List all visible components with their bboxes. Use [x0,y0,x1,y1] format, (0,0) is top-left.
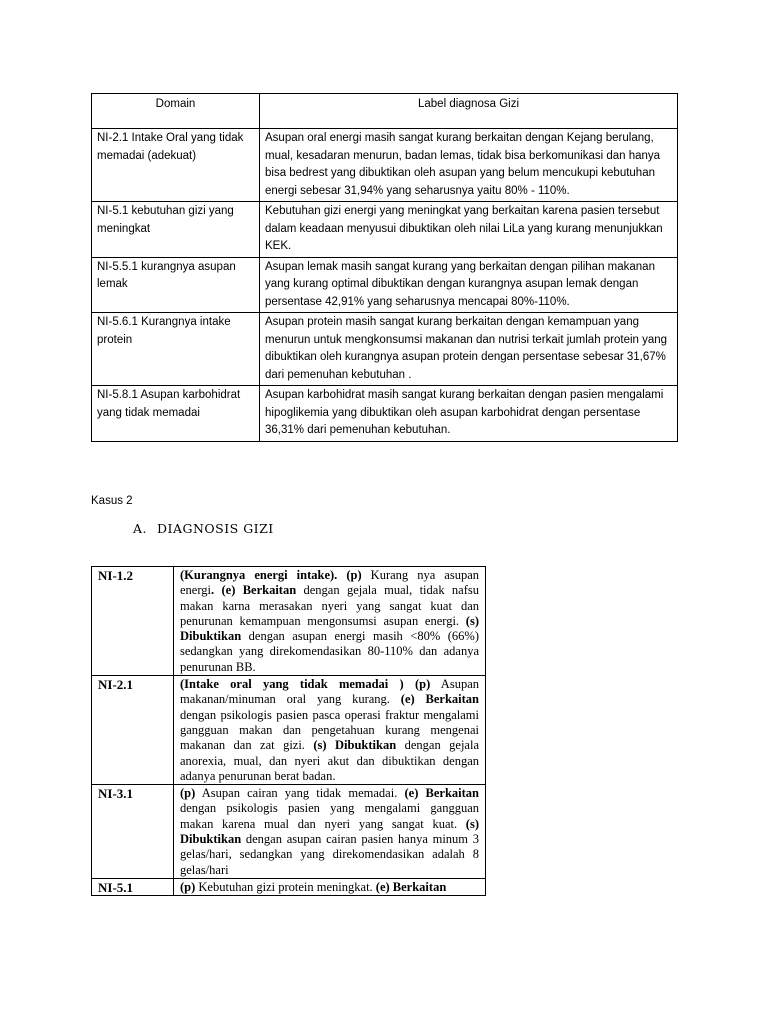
label-cell: Kebutuhan gizi energi yang meningkat yang berkaitan karena pasien tersebut dalam keadaan menyusui dibuktikan oleh nilai LiLa yang kurang menunjukkan KEK. [260,202,678,258]
table-row [92,202,678,258]
table-row [92,567,486,676]
problem-text: Asupan makanan/minuman oral yang kurang. [180,677,479,707]
diagnosis-code: NI-2.1 [92,676,174,785]
domain-cell: NI-2.1 Intake Oral yang tidak memadai (adekuat) [92,129,260,202]
table-row [92,313,678,386]
etiology-marker: (e) Berkaitan [389,692,479,707]
table-header-row [92,94,678,129]
diagnosis-description [174,676,486,785]
table-row [92,386,678,442]
table-row [92,129,678,202]
etiology-text: dengan psikologis pasien yang mengalami gangguan makan karena mual dan nyeri yang sangat kuat. [180,801,479,831]
domain-cell: NI-5.1 kebutuhan gizi yang meningkat [92,202,260,258]
problem-text: Kebutuhan gizi protein meningkat. [195,879,373,894]
table-row [92,676,486,785]
etiology-text: dengan psikologis pasien pasca operasi fraktur mengalami gangguan makan dan pengetahuan kurang mengenai makanan dan zat gizi. [180,707,479,753]
problem-marker: (p) [414,677,431,692]
domain-cell: NI-5.6.1 Kurangnya intake protein [92,313,260,386]
problem-marker: (p) [180,879,196,894]
table-row [92,878,486,895]
diagnosis-code: NI-1.2 [92,567,174,676]
label-cell: Asupan oral energi masih sangat kurang berkaitan dengan Kejang berulang, mual, kesadaran menurun, badan lemas, tidak bisa berkomunikasi dan hanya bisa bedrest yang dibuktikan oleh asupan yang belum mencukupi kebutuhan energi sebesar 31,94% yang seharusnya yaitu 80% - 110%. [260,129,678,202]
domain-cell: NI-5.8.1 Asupan karbohidrat yang tidak memadai [92,386,260,442]
sign-text: dengan gejala anorexia, mual, dan nyeri akut dan dibuktikan dengan adanya penurunan berat badan. [180,738,479,783]
diagnosis-code: NI-3.1 [92,785,174,879]
label-cell: Asupan lemak masih sangat kurang yang berkaitan dengan pilihan makanan yang kurang optimal dibuktikan dengan kurangnya asupan lemak dengan persentase 42,91% yang seharusnya mencapai 80%-110%. [260,257,678,313]
table-row [92,785,486,879]
problem-text: Kurang nya asupan energi [180,568,480,598]
label-cell: Asupan protein masih sangat kurang berkaitan dengan kemampuan yang menurun untuk mengkonsumsi makanan dan nutrisi terkait jumlah protein yang dibuktikan oleh kurangnya asupan protein dengan persentase sebesar 31,67% dari pemenuhan kebutuhan . [260,313,678,386]
column-header-domain: Domain [92,94,260,129]
case-label: Kasus 2 [91,495,133,507]
column-header-label: Label diagnosa Gizi [260,94,678,129]
etiology-marker: (e) Berkaitan [372,879,447,894]
diagnosis-title: (Kurangnya energi intake). [180,568,338,582]
diagnosis-description [174,878,486,895]
label-cell: Asupan karbohidrat masih sangat kurang berkaitan dengan pasien mengalami hipoglikemia yang dibuktikan oleh asupan karbohidrat dengan persentase 36,31% dari pemenuhan kebutuhan. [260,386,678,442]
etiology-marker: (e) Berkaitan [397,786,479,801]
sign-marker: (s) Dibuktikan [180,613,479,644]
diagnosis-code: NI-5.1 [92,878,174,895]
sign-marker: (s) Dibuktikan [304,738,397,753]
section-heading [133,521,274,536]
etiology-text: dengan gejala mual, tidak nafsu makan karna merasakan nyeri yang sangat kuat dan penurunan kemampuan mengonsumsi asupan energi. [180,583,479,628]
sign-text: dengan asupan energi masih <80% (66%) sedangkan yang direkomendasikan 80-110% dan adanya penurunan BB. [180,629,479,674]
problem-marker: (p) [346,568,362,582]
diagnosis-table-1 [91,93,678,442]
diagnosis-description [174,785,486,879]
sign-text: dengan asupan cairan pasien hanya minum 3 gelas/hari, sedangkan yang direkomendasikan adalah 8 gelas/hari [180,832,479,877]
section-number: A. [133,521,148,536]
sign-marker: (s) Dibuktikan [180,816,479,847]
diagnosis-table-2 [91,566,486,896]
table-row [92,257,678,313]
diagnosis-description [174,567,486,676]
etiology-marker: . (e) Berkaitan [211,583,297,598]
diagnosis-title: (Intake oral yang tidak memadai ) [180,677,404,692]
problem-text: Asupan cairan yang tidak memadai. [195,786,398,801]
domain-cell: NI-5.5.1 kurangnya asupan lemak [92,257,260,313]
section-title: DIAGNOSIS GIZI [157,521,274,536]
problem-marker: (p) [180,786,196,801]
